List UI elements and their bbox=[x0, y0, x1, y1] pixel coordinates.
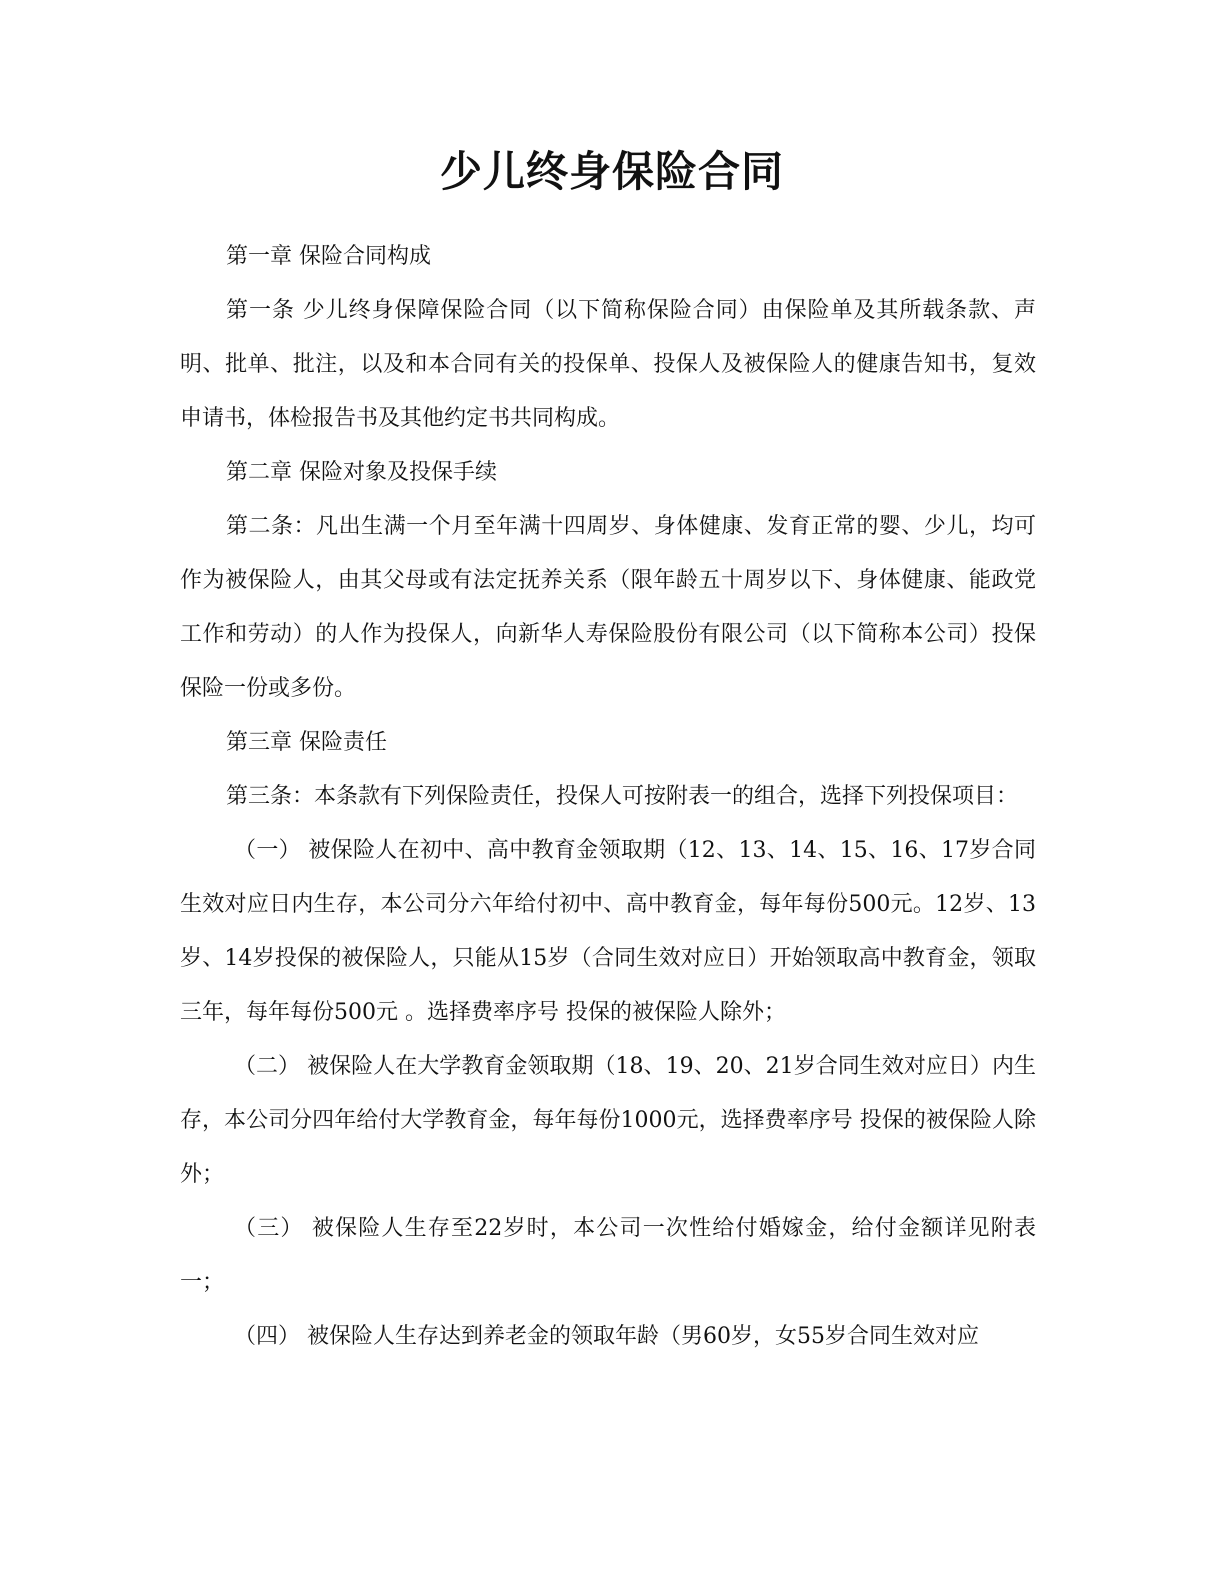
clause-paragraph: 第一条 少儿终身保障保险合同（以下简称保险合同）由保险单及其所载条款、声明、批单、批注，以及和本合同有关的投保单、投保人及被保险人的健康告知书，复效申请书，体检报告书及其他约定书共同构成。 bbox=[180, 298, 1036, 431]
chapter-heading: 第三章 保险责任 bbox=[226, 730, 387, 755]
list-item: （三） 被保险人生存至22岁时，本公司一次性给付婚嫁金，给付金额详见附表一； bbox=[180, 1216, 1036, 1295]
list-item: （一） 被保险人在初中、高中教育金领取期（12、13、14、15、16、17岁合同生效对应日内生存，本公司分六年给付初中、高中教育金，每年每份500元。12岁、13岁、14岁投保的被保险人，只能从15岁（合同生效对应日）开始领取高中教育金，领取三年，每年每份500元 。选择费率序号 投保的被保险人除外； bbox=[180, 838, 1036, 1025]
chapter-heading: 第一章 保险合同构成 bbox=[226, 244, 431, 269]
document-title: 少儿终身保险合同 bbox=[439, 147, 784, 196]
clause-paragraph: 第二条：凡出生满一个月至年满十四周岁、身体健康、发育正常的婴、少儿，均可作为被保险人，由其父母或有法定抚养关系（限年龄五十周岁以下、身体健康、能政党工作和劳动）的人作为投保人，向新华人寿保险股份有限公司（以下简称本公司）投保保险一份或多份。 bbox=[180, 514, 1036, 701]
clause-paragraph: 第三条：本条款有下列保险责任，投保人可按附表一的组合，选择下列投保项目： bbox=[226, 784, 1019, 809]
list-item: （四） 被保险人生存达到养老金的领取年龄（男60岁，女55岁合同生效对应 bbox=[234, 1324, 979, 1349]
document-body bbox=[180, 230, 1036, 1364]
list-item: （二） 被保险人在大学教育金领取期（18、19、20、21岁合同生效对应日）内生存，本公司分四年给付大学教育金，每年每份1000元，选择费率序号 投保的被保险人除外； bbox=[180, 1054, 1036, 1187]
chapter-heading: 第二章 保险对象及投保手续 bbox=[226, 460, 497, 485]
